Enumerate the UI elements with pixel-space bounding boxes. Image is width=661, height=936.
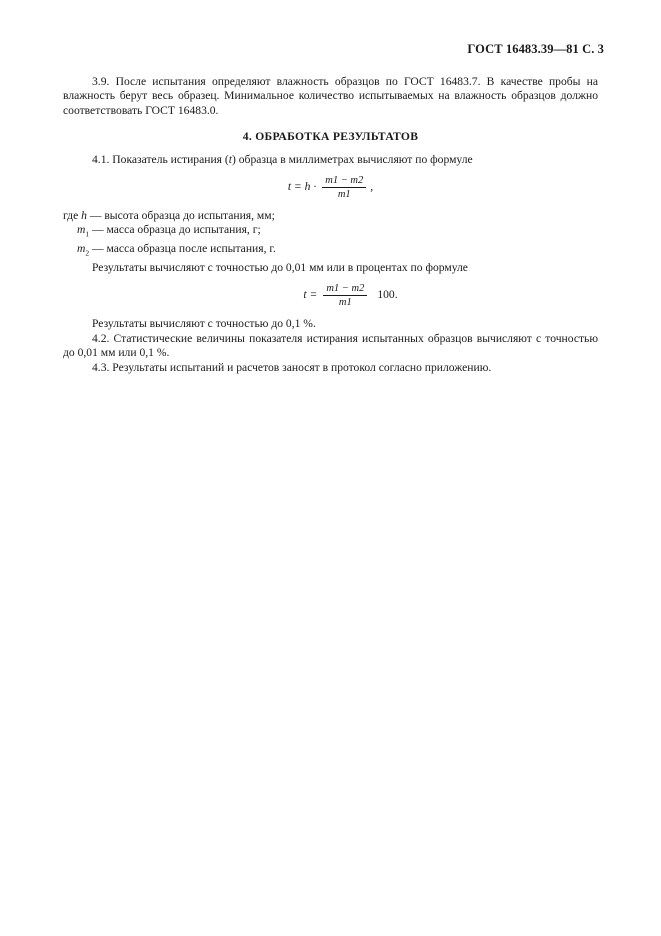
formula-denominator: m1	[337, 188, 351, 200]
formula-numerator: m1 − m2	[322, 174, 366, 188]
body-text	[63, 75, 598, 375]
page-header: ГОСТ 16483.39—81 С. 3	[467, 42, 604, 56]
formula-lhs: t =	[303, 288, 318, 302]
formula-numerator: m1 − m2	[323, 282, 367, 296]
results-percent: Результаты вычисляют с точностью до 0,1 %.	[92, 317, 316, 331]
paragraph-4-3: 4.3. Результаты испытаний и расчетов заносят в протокол согласно приложению.	[92, 360, 492, 374]
formula-abrasion-percent	[103, 279, 598, 311]
section-title: 4. ОБРАБОТКА РЕЗУЛЬТАТОВ	[242, 130, 419, 144]
formula-fraction	[322, 174, 366, 201]
where-h: где h — высота образца до испытания, мм;	[63, 209, 275, 223]
paragraph-3-9: 3.9. После испытания определяют влажность образцов по ГОСТ 16483.7. В качестве пробы на влажность берут весь образец. Минимальное количество испытываемых на влажность образцов должно соответствовать ГОСТ 16483.0.	[63, 75, 598, 117]
formula-fraction	[323, 282, 367, 309]
where-m1: $m_1$ — масса образца до испытания, г;	[77, 223, 261, 239]
formula-lhs: t = h ·	[287, 179, 317, 193]
formula-tail: ,	[370, 179, 374, 193]
formula-tail: 100.	[377, 288, 398, 302]
formula-abrasion-mm	[63, 171, 598, 203]
where-m2: $m_2$ — масса образца после испытания, г.	[77, 242, 276, 258]
paragraph-4-1: 4.1. Показатель истирания (t) образца в миллиметрах вычисляют по формуле	[92, 152, 473, 166]
paragraph-4-2: 4.2. Статистические величины показателя истирания испытанных образцов вычисляют с точностью до 0,01 мм или 0,1 %.	[63, 331, 598, 360]
results-accuracy: Результаты вычисляют с точностью до 0,01 мм или в процентах по формуле	[92, 260, 468, 274]
formula-denominator: m1	[338, 296, 352, 308]
